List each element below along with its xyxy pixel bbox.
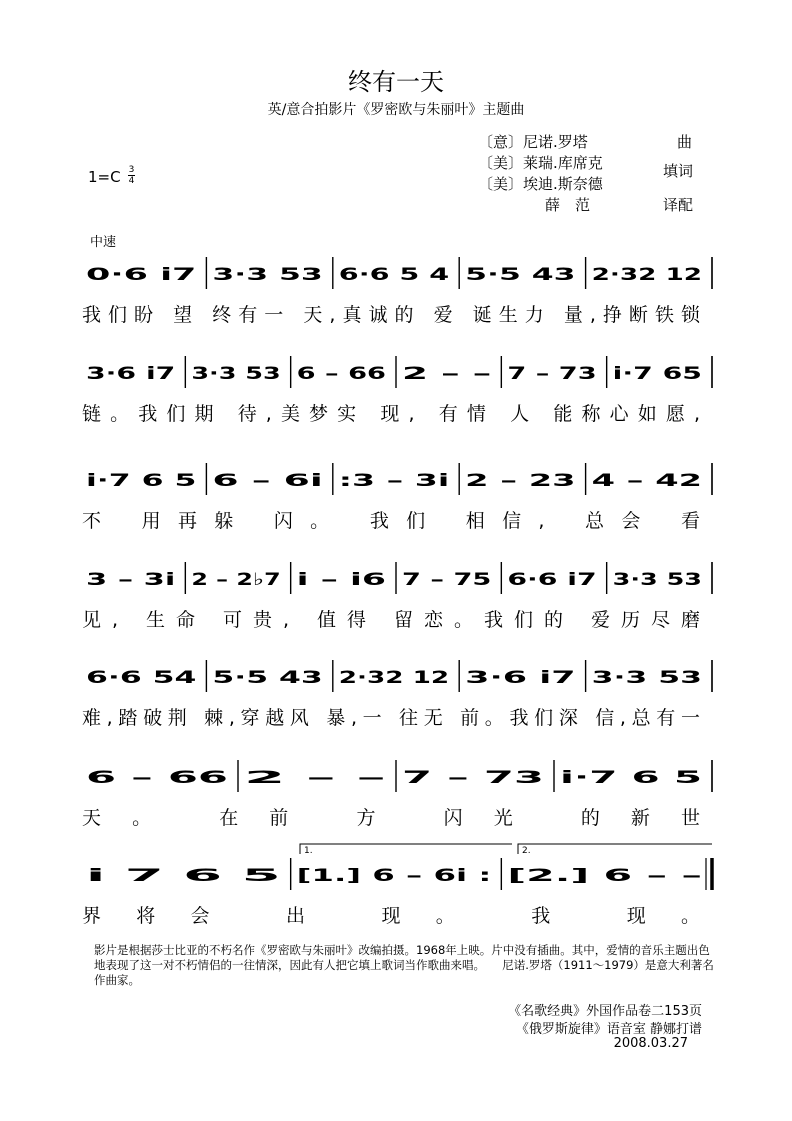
note-group: [2.] 6 – – xyxy=(507,866,702,886)
note-group: i·7 6 5 xyxy=(86,471,197,491)
lyric-line: 难,踏破荆 棘,穿越风 暴,一 往无 前。我们深 信,总有一 xyxy=(82,707,700,729)
lyric-line: 天。 在前 方 闪光 的新世 xyxy=(82,807,700,829)
note-group: 3·3 53 xyxy=(591,668,702,688)
note-group: 6·6 54 xyxy=(86,668,197,688)
tempo-marking: 中速 xyxy=(90,235,117,250)
note-group: [1.] 6 – 6i : xyxy=(296,866,492,886)
source-transcriber: 《俄罗斯旋律》语音室 静娜打谱 xyxy=(515,1022,702,1037)
credit-lyricist-1-name: 〔美〕莱瑞.库席克 xyxy=(478,154,603,172)
lyric-line: 链。我们期 待,美梦实 现, 有情 人 能称心如愿, xyxy=(82,403,700,425)
credit-translator-role: 译配 xyxy=(663,196,694,214)
note-group: 7 – 75 xyxy=(402,570,492,590)
lyric-line: 我们盼 望 终有一 天,真诚的 爱 诞生力 量,挣断铁锁 xyxy=(82,304,701,326)
note-group: 2·32 12 xyxy=(338,668,450,688)
note-group: 3·6 i7 xyxy=(465,668,576,688)
note-group: i·7 65 xyxy=(612,364,702,384)
time-signature-top: 3 xyxy=(128,165,135,175)
note-group: i·7 6 5 xyxy=(560,768,702,788)
credit-composer-role: 曲 xyxy=(677,133,693,151)
credit-composer-name: 〔意〕尼诺.罗塔 xyxy=(478,133,588,151)
note-group: 7 – 73 xyxy=(402,768,544,788)
note-group: 5·5 43 xyxy=(212,668,323,688)
volta-label-second: 2. xyxy=(522,846,531,856)
credit-lyricist-2-name: 〔美〕埃迪.斯奈德 xyxy=(478,175,603,193)
note-group: 2 – – xyxy=(402,364,492,384)
lyric-line: 不 用再躲 闪。 我们 相信, 总会 看 xyxy=(82,510,700,532)
note-group: i – i6 xyxy=(296,570,386,590)
volta-bracket-first xyxy=(300,844,512,854)
credit-translator-name: 薛 范 xyxy=(545,196,591,214)
key-signature: 1=C xyxy=(88,168,121,186)
note-group: 2 – 2♭7 xyxy=(191,570,281,590)
lyric-line: 见, 生命 可贵, 值得 留恋。我们的 爱历尽磨 xyxy=(82,609,700,631)
credit-lyricist-role: 填词 xyxy=(663,162,694,180)
song-subtitle: 英/意合拍影片《罗密欧与朱丽叶》主题曲 xyxy=(267,102,525,118)
volta-label-first: 1. xyxy=(304,846,313,856)
note-group: 6·6 5 4 xyxy=(338,265,450,285)
note-group: i 7 6 5 xyxy=(86,866,281,886)
note-group: 0·6 i7 xyxy=(86,265,197,285)
lyric-line: 界将会 出 现。 我 现。 xyxy=(82,905,700,927)
note-group: 3·6 i7 xyxy=(86,364,176,384)
note-group: 6 – 66 xyxy=(296,364,386,384)
note-group: 6 – 66 xyxy=(86,768,228,788)
note-group: 3·3 53 xyxy=(191,364,281,384)
source-date: 2008.03.27 xyxy=(613,1036,688,1051)
note-group: 2 – 23 xyxy=(465,471,576,491)
program-notes: 影片是根据莎士比亚的不朽名作《罗密欧与朱丽叶》改编拍摄。1968年上映。片中没有插曲。其中，爱情的音乐主题出色地表现了这一对不朽情侣的一往情深，因此有人把它填上歌词当作歌曲来唱。 尼诺.罗塔（1911～1979）是意大利著名作曲家。 xyxy=(94,943,714,987)
time-signature-bottom: 4 xyxy=(128,176,135,186)
note-group: 3·3 53 xyxy=(612,570,702,590)
note-group: 6·6 i7 xyxy=(507,570,597,590)
note-group: 2·32 12 xyxy=(591,265,702,285)
note-group: 3·3 53 xyxy=(212,265,323,285)
note-group: 3 – 3i xyxy=(86,570,176,590)
volta-bracket-second xyxy=(518,844,712,854)
note-group: :3 – 3i xyxy=(338,471,450,491)
song-title: 终有一天 xyxy=(348,68,444,96)
note-group: 5·5 43 xyxy=(465,265,576,285)
note-group: 7 – 73 xyxy=(507,364,597,384)
source-book: 《名歌经典》外国作品卷二153页 xyxy=(508,1004,702,1019)
note-group: 2 – – xyxy=(244,768,386,788)
note-group: 4 – 42 xyxy=(591,471,702,491)
note-group: 6 – 6i xyxy=(212,471,323,491)
